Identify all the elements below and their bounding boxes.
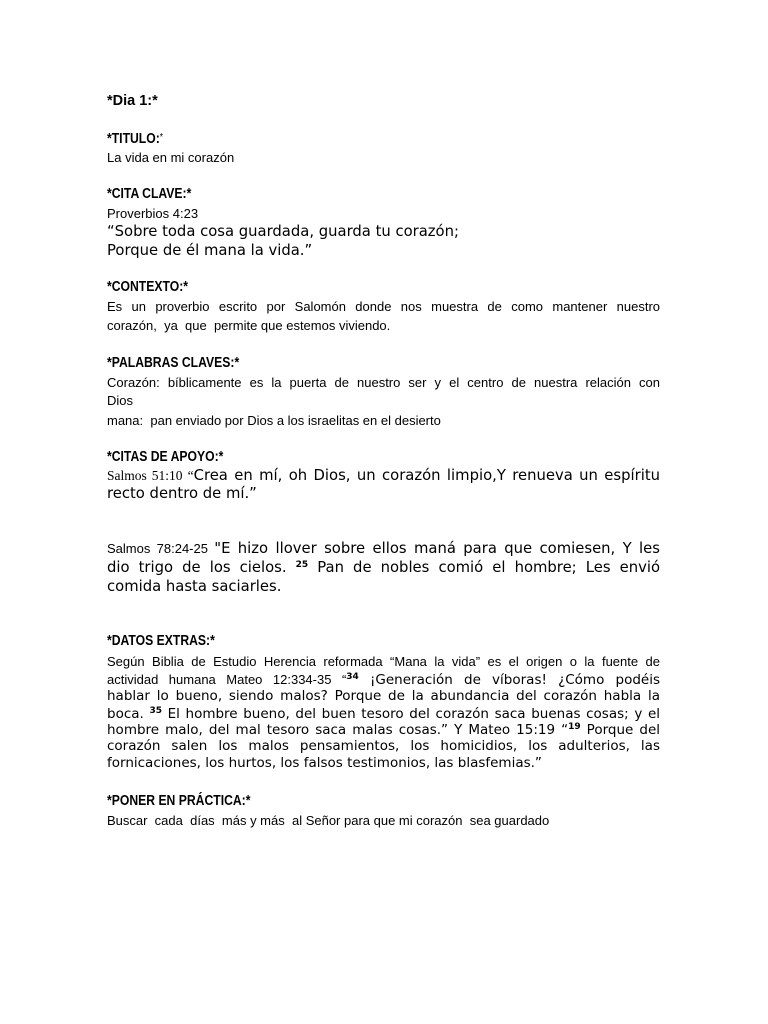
salmos-78-verse-text: "E hizo llover sobre ellos maná para que comiesen, Y les [214, 540, 660, 557]
cita-clave-reference: Proverbios 4:23 [107, 206, 199, 221]
contexto-heading-text: *CONTEXTO:* [107, 279, 188, 295]
salmos-78-verse-text: Pan de nobles comió el hombre; Les envió [308, 559, 661, 576]
salmos-78-verse-text: dio trigo de los cielos. [107, 559, 296, 576]
cita-clave-verse-line: “Sobre toda cosa guardada, guarda tu corazón; [107, 223, 459, 240]
palabras-claves-line: mana: pan enviado por Dios a los israelitas en el desierto [107, 413, 441, 428]
poner-en-practica-heading [107, 792, 660, 810]
salmos-51-verse-text: Crea en mí, oh Dios, un corazón limpio,Y renueva un espíritu [193, 467, 660, 484]
citas-de-apoyo-heading-text: *CITAS DE APOYO:* [107, 449, 224, 465]
titulo-text: La vida en mi corazón [107, 150, 235, 165]
datos-extras-line: Según Biblia de Estudio Herencia reformada “Mana la vida” es el origen o la fuente de [107, 654, 660, 669]
cita-clave-heading-text: *CITA CLAVE:* [107, 186, 192, 202]
day-heading [107, 92, 660, 110]
titulo-heading-text: *TITULO: [107, 131, 160, 147]
datos-extras-line [107, 722, 660, 739]
datos-extras-line: hablar lo bueno, siendo malos? Porque de la abundancia del corazón habla la [107, 688, 660, 704]
salmos-51-line: recto dentro de mí.” [107, 485, 257, 502]
contexto-heading [107, 278, 660, 296]
salmos-51-line [107, 466, 660, 485]
datos-extras-verse-text: ¡Generación de víboras! ¿Cómo podéis [358, 672, 660, 688]
cita-clave-verse-line: Porque de él mana la vida.” [107, 242, 313, 259]
day-heading-text: *Dia 1:* [107, 93, 158, 109]
salmos-78-reference: Salmos 78:24-25 [107, 541, 215, 556]
datos-extras-text: actividad humana Mateo 12:334-35 “ [107, 672, 347, 687]
cita-clave-heading [107, 185, 660, 203]
datos-extras-line [107, 671, 660, 689]
palabras-claves-line: Corazón: bíblicamente es la puerta de nuestro ser y el centro de nuestra relación con [107, 375, 660, 390]
verse-number: 19 [568, 722, 581, 732]
datos-extras-heading-text: *DATOS EXTRAS:* [107, 633, 215, 649]
datos-extras-line: corazón salen los malos pensamientos, los homicidios, los adulterios, las [107, 738, 660, 754]
verse-number: 34 [346, 672, 359, 682]
salmos-51-reference: Salmos 51:10 “ [107, 468, 194, 483]
verse-number: 25 [295, 560, 309, 570]
poner-en-practica-heading-text: *PONER EN PRÁCTICA:* [107, 793, 251, 809]
salmos-78-line: comida hasta saciarles. [107, 578, 282, 595]
datos-extras-line [107, 706, 660, 723]
datos-extras-verse-text: Porque del [580, 722, 660, 738]
salmos-78-line [107, 558, 660, 577]
contexto-line: Es un proverbio escrito por Salomón donde nos muestra de como mantener nuestro [107, 299, 660, 314]
datos-extras-verse-text: El hombre bueno, del buen tesoro del corazón saca buenas cosas; y el [161, 706, 660, 722]
poner-en-practica-text: Buscar cada días más y más al Señor para que mi corazón sea guardado [107, 813, 550, 828]
salmos-78-line [107, 539, 660, 558]
palabras-claves-line: Dios [107, 393, 134, 408]
palabras-claves-heading-text: *PALABRAS CLAVES:* [107, 355, 240, 371]
contexto-line: corazón, ya que permite que estemos viviendo. [107, 318, 391, 333]
datos-extras-verse-text: boca. [107, 706, 150, 722]
verse-number: 35 [149, 706, 162, 716]
datos-extras-verse-text: hombre malo, del mal tesoro saca malas cosas.” Y Mateo 15:19 “ [107, 722, 569, 738]
datos-extras-line: fornicaciones, los hurtos, los falsos testimonios, las blasfemias.” [107, 755, 542, 771]
titulo-heading-asterisk: * [159, 132, 164, 143]
titulo-heading [107, 129, 660, 148]
citas-de-apoyo-heading [107, 448, 660, 466]
palabras-claves-heading [107, 354, 660, 372]
datos-extras-heading [107, 632, 660, 650]
titulo-heading-group [107, 129, 163, 148]
